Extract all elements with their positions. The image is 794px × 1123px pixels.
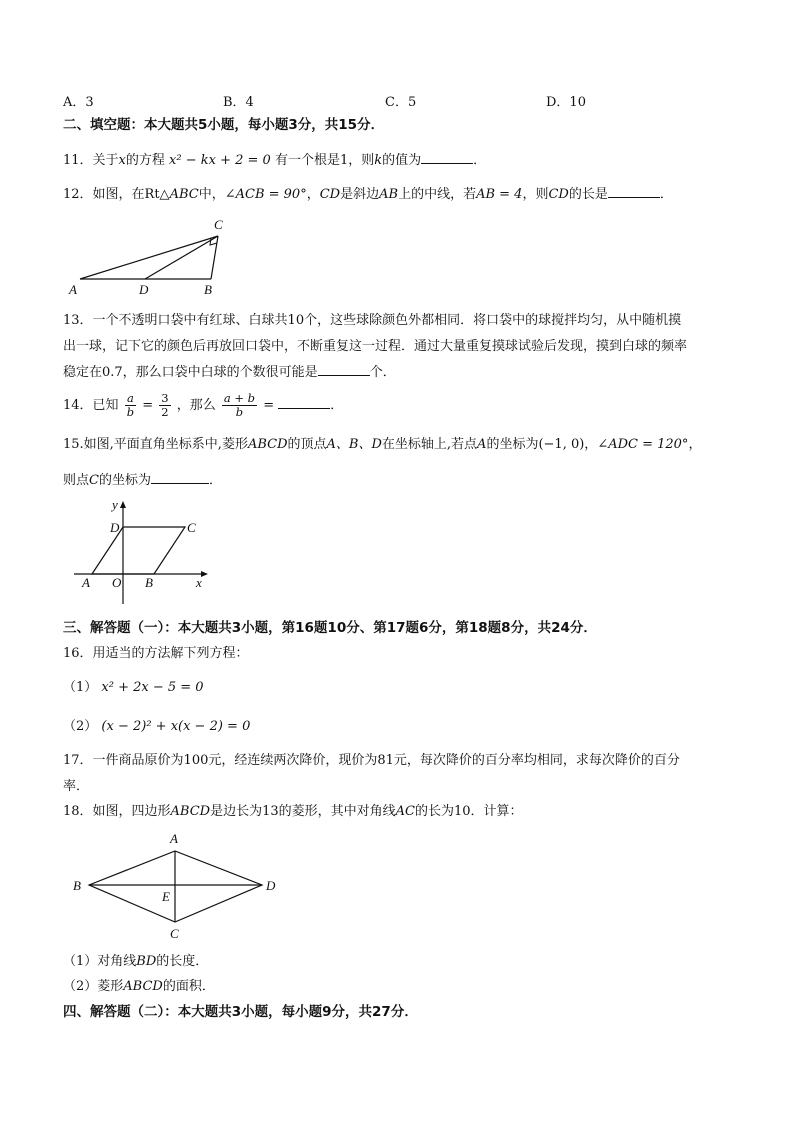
q15-line2a: 则点 — [63, 473, 90, 488]
label-c: C — [214, 217, 223, 232]
q15-prefix: 15.如图,平面直角坐标系中,菱形 — [63, 437, 248, 452]
frac3-den: b — [235, 405, 244, 419]
option-d: D．10 — [546, 95, 586, 110]
rhombus-abcd — [92, 527, 185, 574]
q15-mid3: 的坐标为 — [486, 437, 539, 452]
q12-mid4: 上的中线，若 — [398, 187, 477, 202]
q16-p2-eq: (x − 2)² + x(x − 2) = 0 — [101, 719, 251, 734]
q12-cd: CD — [319, 187, 341, 202]
frac1-den: b — [126, 405, 135, 419]
side-bc — [211, 236, 218, 279]
fraction-3-over-2 — [159, 392, 170, 419]
q16-p1-label: （1） — [63, 680, 98, 695]
q12-suffix: 的长是 — [568, 187, 608, 202]
label-d: D — [139, 282, 149, 297]
answer-blank[interactable] — [608, 185, 660, 198]
triangle-figure — [65, 212, 225, 298]
label-b: B — [73, 878, 81, 893]
label-c: C — [170, 926, 179, 941]
question-13-line1: 13．一个不透明口袋中有红球、白球共10个，这些球除颜色外都相同．将口袋中的球搅拌均匀，从中随机摸 — [63, 313, 682, 328]
q11-mid2: 有一个根是1，则 — [274, 153, 375, 168]
q11-k: k — [374, 153, 383, 168]
q16-p1-eq: x² + 2x − 5 = 0 — [101, 680, 204, 695]
x-axis-arrow — [201, 571, 208, 577]
section-3-title: 三、解答题（一）：本大题共3小题，第16题10分、第17题6分，第18题8分，共24分． — [63, 620, 597, 636]
coordinate-figure — [68, 494, 213, 606]
q18-p2a: （2）菱形 — [63, 979, 124, 994]
q15-mid: 的顶点 — [287, 437, 327, 452]
q11-prefix: 11．关于 — [63, 153, 119, 168]
answer-blank[interactable] — [421, 151, 473, 164]
frac2-den: 2 — [161, 405, 169, 419]
q12-abc: ABC — [169, 187, 199, 202]
y-axis-arrow — [120, 501, 126, 508]
frac3-num: a + b — [223, 391, 256, 405]
label-a: A — [170, 831, 178, 846]
section-4-title: 四、解答题（二）：本大题共3小题，每小题9分，共27分． — [63, 1004, 418, 1020]
q12-mid3: 是斜边 — [340, 187, 380, 202]
label-b: B — [145, 575, 153, 590]
q15-c: C — [89, 473, 99, 488]
q14-eq: = — [142, 398, 154, 413]
question-18-part1 — [63, 953, 208, 971]
q15-line2b: 的坐标为 — [98, 473, 151, 488]
question-18 — [63, 803, 523, 821]
q18-mid: 是边长为13的菱形，其中对角线 — [210, 804, 396, 819]
q11-equation: x² − kx + 2 = 0 — [169, 153, 271, 168]
q18-prefix: 18．如图，四边形 — [63, 804, 171, 819]
label-a: A — [82, 575, 90, 590]
q15-coord: (−1, 0) — [538, 437, 585, 452]
q11-end: ． — [473, 153, 487, 168]
answer-blank[interactable] — [151, 471, 209, 484]
q18-p2b: 的面积． — [162, 979, 215, 994]
q14-mid: ，那么 — [176, 398, 216, 413]
q15-abcd: ABCD — [247, 437, 288, 452]
question-15-line1 — [63, 436, 701, 454]
q12-angle: ∠ACB = 90° — [224, 187, 307, 202]
q12-abeq: AB = 4 — [476, 187, 523, 202]
label-c: C — [187, 520, 196, 535]
q14-eq2: = — [263, 398, 275, 413]
question-15-line2 — [63, 471, 222, 490]
q15-mid2: 在坐标轴上,若点 — [381, 437, 478, 452]
q18-p1b: 的长度． — [156, 954, 209, 969]
question-12 — [63, 185, 673, 204]
label-d: D — [110, 520, 120, 535]
label-o: O — [112, 575, 122, 590]
question-16-part2 — [63, 718, 250, 736]
label-e: E — [162, 889, 170, 904]
median-cd — [145, 236, 218, 279]
q11-suffix: 的值为 — [382, 153, 422, 168]
question-17-line2: 率． — [63, 779, 90, 794]
q12-mid2: ， — [306, 187, 320, 202]
q15-end: ． — [208, 473, 222, 488]
q16-p2-label: （2） — [63, 719, 98, 734]
question-18-part2 — [63, 978, 215, 996]
q11-var: x — [118, 153, 126, 168]
q13-line3b: 个． — [369, 365, 396, 380]
q18-p1a: （1）对角线 — [63, 954, 137, 969]
q14-end: ． — [330, 398, 344, 413]
q12-ab: AB — [379, 187, 399, 202]
q18-abcd2: ABCD — [123, 979, 163, 994]
frac2-num: 3 — [161, 391, 169, 405]
question-14 — [63, 389, 343, 423]
answer-blank[interactable] — [318, 363, 370, 376]
question-11 — [63, 151, 486, 170]
q18-end: 的长为10．计算： — [415, 804, 523, 819]
q12-mid1: 中， — [198, 187, 225, 202]
frac1-num: a — [126, 391, 134, 405]
label-y: y — [112, 497, 118, 512]
question-17-line1: 17．一件商品原价为100元，经连续两次降价，现价为81元，每次降价的百分率均相同，求每次降价的百分 — [63, 753, 680, 768]
question-13-line3 — [63, 363, 396, 382]
side-ac — [80, 236, 218, 279]
q15-mid4: ， — [584, 437, 598, 452]
q14-prefix: 14．已知 — [63, 398, 119, 413]
q18-bd: BD — [136, 954, 157, 969]
q12-mid5: ，则 — [522, 187, 549, 202]
fraction-a-over-b — [125, 392, 136, 419]
q12-end: ． — [659, 187, 673, 202]
rhombus-figure — [68, 828, 288, 944]
label-x: x — [196, 575, 202, 590]
q15-pts: A、B、D — [326, 437, 382, 452]
answer-blank[interactable] — [278, 396, 330, 409]
q15-a: A — [477, 437, 487, 452]
option-c: C．5 — [385, 95, 417, 110]
section-2-title: 二、填空题：本大题共5小题，每小题3分，共15分． — [63, 117, 385, 133]
q15-angle: ∠ADC = 120° — [597, 437, 689, 452]
q15-end1: ， — [688, 437, 702, 452]
label-d: D — [266, 878, 276, 893]
label-b: B — [204, 282, 212, 297]
q13-line3a: 稳定在0.7，那么口袋中白球的个数很可能是 — [63, 365, 318, 380]
q12-cd2: CD — [548, 187, 569, 202]
q12-prefix: 12．如图，在Rt△ — [63, 187, 170, 202]
label-a: A — [69, 282, 77, 297]
q18-ac: AC — [395, 804, 415, 819]
question-16-stem: 16．用适当的方法解下列方程： — [63, 646, 249, 661]
option-a: A．3 — [63, 95, 94, 110]
q18-abcd: ABCD — [170, 804, 211, 819]
fraction-apb-over-b — [222, 392, 257, 419]
q11-mid: 的方程 — [125, 153, 165, 168]
question-16-part1 — [63, 679, 204, 697]
question-13-line2: 出一球，记下它的颜色后再放回口袋中，不断重复这一过程．通过大量重复摸球试验后发现，摸到白球的频率 — [63, 339, 688, 354]
option-b: B．4 — [223, 95, 254, 110]
